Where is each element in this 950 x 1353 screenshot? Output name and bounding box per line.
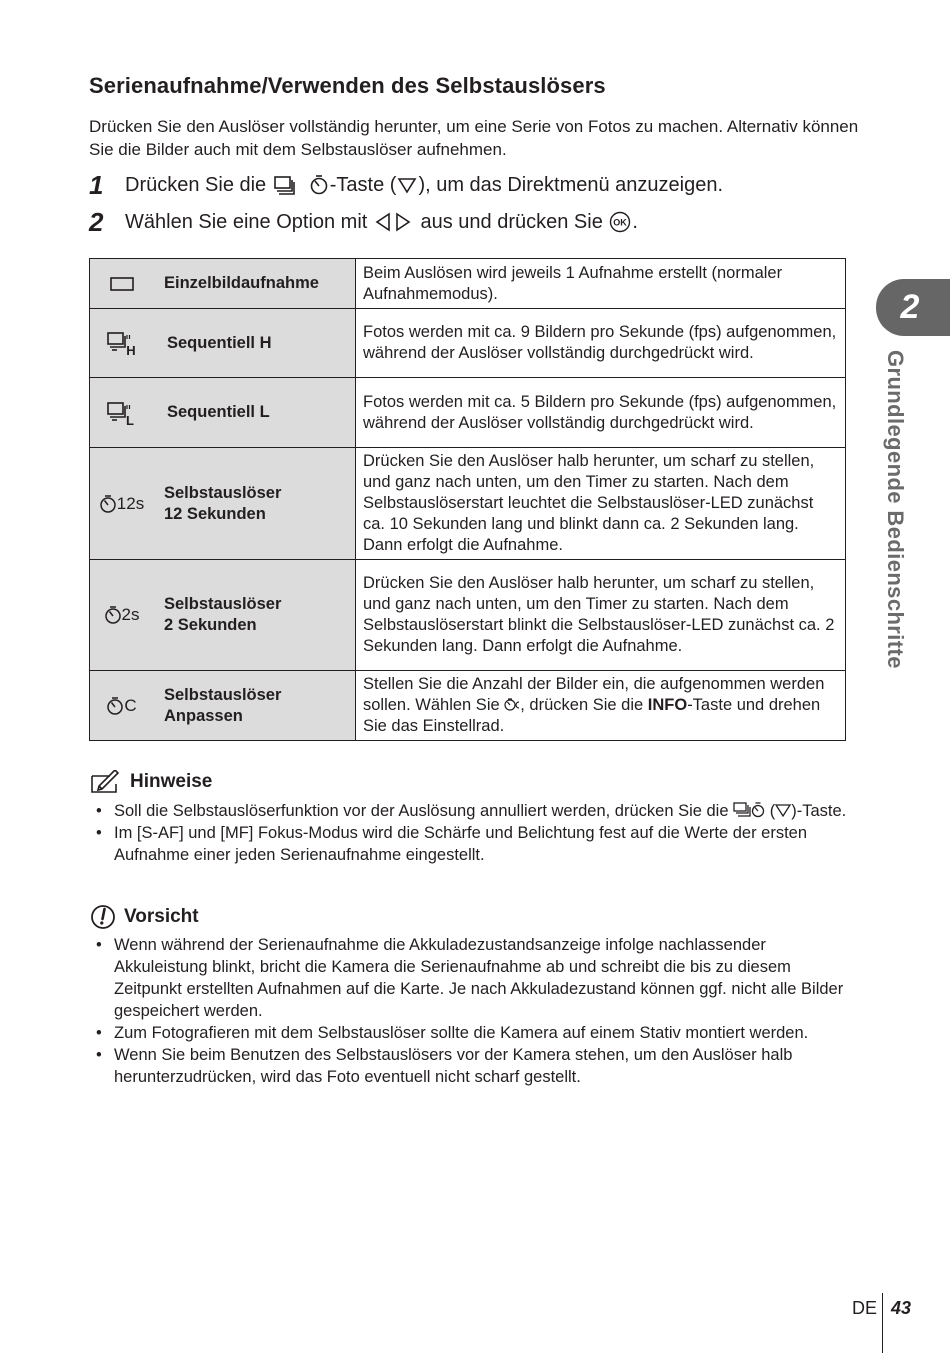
desc-text: Stellen Sie die Anzahl der Bilder ein, die aufgenommen werden sollen. Wählen Sie	[363, 675, 825, 714]
step-number: 2	[89, 206, 104, 237]
drive-mode-table	[89, 258, 846, 741]
mode-name-detail: 12 Sekunden	[164, 504, 266, 523]
self-timer-custom-icon	[504, 697, 520, 711]
page-title: Serienaufnahme/Verwenden des Selbstauslösers	[89, 73, 606, 98]
mode-name-detail: 2 Sekunden	[164, 616, 257, 634]
mode-name: Sequentiell L	[167, 403, 270, 421]
self-timer-icon	[309, 174, 329, 196]
mode-description: Drücken Sie den Auslöser halb herunter, um scharf zu stellen, und ganz nach unten, um den Timer zu starten. Nach dem Selbstauslöserstart leuchtet die Selbstauslöser-LED zunächst ca. 10 Sekunden lang und blinkt dann ca. 2 Sekunden lang. Dann erfolgt die Aufnahme.	[356, 448, 846, 560]
notes-list	[96, 800, 856, 866]
table-row	[90, 309, 846, 378]
self-timer-icon	[99, 494, 117, 514]
self-timer-icon	[104, 605, 122, 625]
table-row	[90, 671, 846, 741]
chapter-tab	[876, 279, 950, 336]
page-number: 43	[891, 1298, 912, 1318]
single-frame-icon	[109, 276, 135, 292]
mode-name: Selbstauslöser	[164, 685, 282, 704]
mode-icon-cell	[90, 378, 154, 448]
list-item: • Zum Fotografieren mit dem Selbstauslöser sollte die Kamera auf einem Stativ montiert werden.	[96, 1022, 856, 1044]
step-text: -Taste (	[329, 173, 397, 196]
step-2	[89, 207, 638, 237]
mode-name: Einzelbildaufnahme	[164, 274, 319, 292]
notes-pencil-icon	[90, 770, 122, 794]
timer-label: 12s	[116, 494, 145, 514]
down-arrow-icon	[397, 176, 417, 194]
timer-label: 2s	[121, 605, 140, 625]
svg-text:H: H	[125, 343, 136, 356]
footer-divider	[882, 1293, 883, 1353]
table-row	[90, 560, 846, 671]
down-arrow-icon	[775, 803, 791, 817]
mode-name-cell	[153, 560, 356, 671]
mode-icon-cell	[90, 448, 154, 560]
chapter-number: 2	[900, 288, 920, 326]
list-item: • Wenn Sie beim Benutzen des Selbstauslösers vor der Kamera stehen, um den Auslöser halb herunterzudrücken, wird das Foto eventuell nicht scharf gestellt.	[96, 1044, 856, 1088]
intro-paragraph: Drücken Sie den Auslöser vollständig herunter, um eine Serie von Fotos zu machen. Alternativ können Sie die Bilder auch mit dem Selbstauslöser aufnehmen.	[89, 117, 859, 159]
sequential-drive-icon	[273, 174, 307, 196]
note-text: )-Taste.	[791, 802, 847, 820]
mode-icon-cell	[90, 259, 154, 309]
list-item: • Im [S-AF] und [MF] Fokus-Modus wird die Schärfe und Belichtung fest auf die Werte der ersten Aufnahme einer jeden Serienaufnahme eingestellt.	[96, 822, 856, 866]
step-text: Drücken Sie die	[125, 173, 267, 196]
mode-name: Sequentiell H	[167, 333, 272, 352]
step-1	[89, 170, 723, 200]
mode-description: Fotos werden mit ca. 9 Bildern pro Sekunde (fps) aufgenommen, während der Auslöser vollständig durchgedrückt wird.	[356, 309, 846, 378]
mode-icon-cell	[90, 560, 154, 671]
step-number: 1	[89, 169, 104, 200]
timer-label: C	[124, 696, 137, 716]
mode-name-cell	[153, 671, 356, 741]
self-timer-icon	[106, 696, 124, 716]
step-text: Wählen Sie eine Option mit	[125, 210, 368, 233]
mode-name-cell	[153, 448, 356, 560]
mode-name-cell	[153, 309, 356, 378]
table-row	[90, 259, 846, 309]
info-button-label: INFO	[647, 696, 688, 714]
table-row	[90, 448, 846, 560]
desc-text: , drücken Sie die	[520, 696, 644, 714]
mode-description: Drücken Sie den Auslöser halb herunter, um scharf zu stellen, und ganz nach unten, um den Timer zu starten. Nach dem Selbstauslöserstart blinkt die Selbstauslöser-LED zunächst ca. 2 Sekunden lang. Dann erfolgt die Aufnahme.	[356, 560, 846, 671]
notes-heading	[90, 770, 212, 794]
mode-description: Beim Auslösen wird jeweils 1 Aufnahme erstellt (normaler Aufnahmemodus).	[356, 259, 846, 309]
sequential-drive-icon	[733, 801, 765, 819]
mode-description	[356, 671, 846, 741]
svg-text:OK: OK	[613, 217, 628, 228]
caution-icon	[90, 904, 116, 930]
svg-text:L: L	[125, 412, 134, 426]
caution-list	[96, 934, 856, 1088]
note-text: (	[765, 802, 776, 820]
mode-name-detail: Anpassen	[164, 706, 243, 725]
footer-language: DE	[852, 1298, 878, 1318]
sequential-h-icon	[105, 330, 139, 356]
caution-title: Vorsicht	[124, 906, 199, 927]
list-item: • Wenn während der Serienaufnahme die Akkuladezustandsanzeige infolge nachlassender Akkuleistung blinkt, bricht die Kamera die Serienaufnahme ab und schreibt die bis zu diesem Zeitpunkt erstellten Aufnahmen auf die Karte. Je nach Akkuladezustand können ggf. nicht alle Bilder gespeichert werden.	[96, 934, 856, 1022]
sequential-l-icon	[105, 400, 139, 426]
ok-button-icon	[609, 211, 631, 233]
mode-name-cell	[153, 378, 356, 448]
mode-icon-cell	[90, 309, 154, 378]
chapter-title: Grundlegende Bedienschritte	[883, 350, 908, 669]
note-text: Soll die Selbstauslöserfunktion vor der Auslösung annulliert werden, drücken Sie die	[114, 802, 729, 820]
mode-icon-cell	[90, 671, 154, 741]
step-text: ), um das Direktmenü anzuzeigen.	[418, 173, 724, 196]
table-row	[90, 378, 846, 448]
notes-title: Hinweise	[130, 771, 213, 792]
mode-name: Selbstauslöser	[164, 595, 282, 613]
caution-heading	[90, 904, 199, 930]
mode-name-cell	[153, 259, 356, 309]
mode-name: Selbstauslöser	[164, 483, 282, 502]
step-text: .	[632, 210, 638, 233]
list-item	[96, 800, 856, 822]
mode-description: Fotos werden mit ca. 5 Bildern pro Sekunde (fps) aufgenommen, während der Auslöser vollständig durchgedrückt wird.	[356, 378, 846, 448]
left-right-arrows-icon	[374, 212, 414, 232]
step-text: aus und drücken Sie	[420, 210, 603, 233]
desc-text: -Taste und drehen Sie das Einstellrad.	[363, 696, 821, 735]
